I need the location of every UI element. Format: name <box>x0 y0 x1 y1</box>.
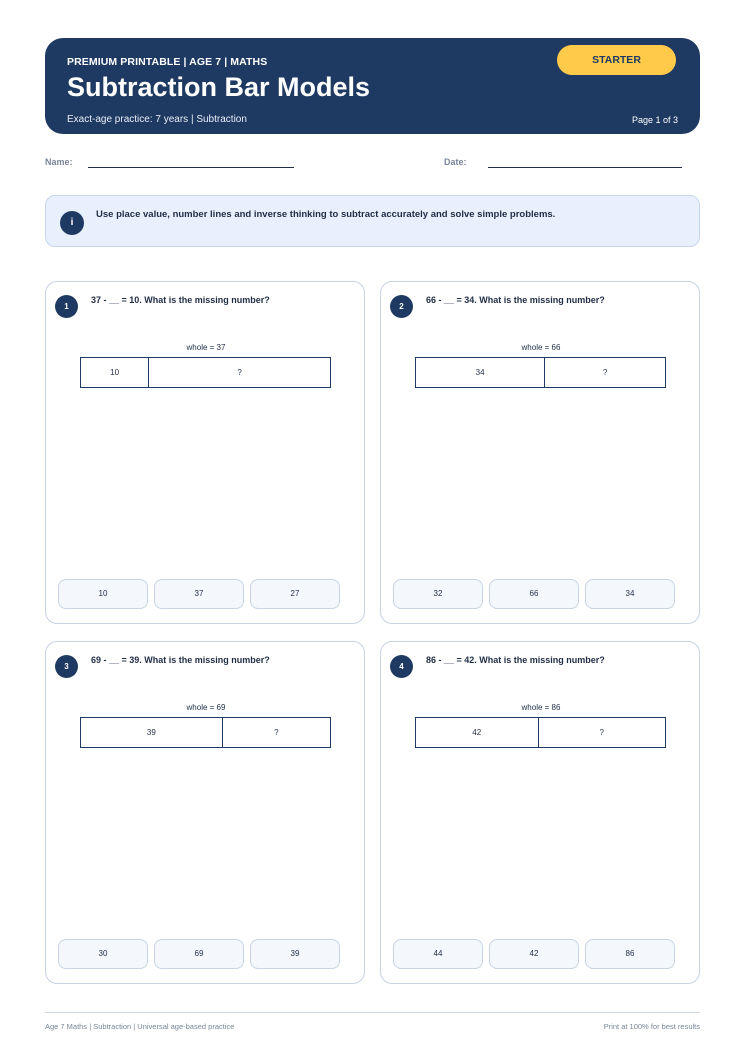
bar-model <box>415 357 666 388</box>
bar-part-missing: ? <box>222 718 330 747</box>
answer-option[interactable]: 39 <box>250 939 340 969</box>
worksheet-header <box>45 38 700 134</box>
question-text: 69 - __ = 39. What is the missing number? <box>91 655 270 665</box>
bar-whole-label: whole = 86 <box>521 703 561 712</box>
bar-part-missing: ? <box>544 358 665 387</box>
answer-option[interactable]: 66 <box>489 579 579 609</box>
info-icon: i <box>60 211 84 235</box>
question-number: 2 <box>390 295 413 318</box>
answer-option[interactable]: 34 <box>585 579 675 609</box>
question-card <box>380 641 700 984</box>
answer-option[interactable]: 44 <box>393 939 483 969</box>
level-badge: STARTER <box>557 45 676 75</box>
bar-whole-label: whole = 69 <box>186 703 226 712</box>
answer-option[interactable]: 27 <box>250 579 340 609</box>
answer-option[interactable]: 10 <box>58 579 148 609</box>
bar-model <box>80 717 331 748</box>
bar-model <box>415 717 666 748</box>
bar-whole-label: whole = 37 <box>186 343 226 352</box>
bar-part-known: 39 <box>146 728 156 737</box>
bar-part-known: 34 <box>475 368 485 377</box>
question-text: 37 - __ = 10. What is the missing number? <box>91 295 270 305</box>
name-field[interactable] <box>88 167 294 168</box>
bar-part-known: 42 <box>472 728 482 737</box>
answer-option[interactable]: 30 <box>58 939 148 969</box>
bar-part-missing: ? <box>538 718 665 747</box>
instructions-box <box>45 195 700 247</box>
question-card <box>380 281 700 624</box>
bar-part-missing: ? <box>148 358 330 387</box>
answer-option[interactable]: 69 <box>154 939 244 969</box>
header-subtitle: Exact-age practice: 7 years | Subtraction <box>67 114 247 125</box>
page-indicator: Page 1 of 3 <box>631 115 678 125</box>
footer-right-text: Print at 100% for best results <box>603 1022 700 1031</box>
answer-option[interactable]: 42 <box>489 939 579 969</box>
footer-left-text: Age 7 Maths | Subtraction | Universal age-based practice <box>45 1022 235 1031</box>
instructions-text: Use place value, number lines and inverse thinking to subtract accurately and solve simple problems. <box>96 209 556 220</box>
name-label: Name: <box>45 157 73 167</box>
date-field[interactable] <box>488 167 682 168</box>
footer-divider <box>45 1012 700 1013</box>
question-card <box>45 281 365 624</box>
date-label: Date: <box>444 157 467 167</box>
question-number: 4 <box>390 655 413 678</box>
question-text: 66 - __ = 34. What is the missing number? <box>426 295 605 305</box>
bar-whole-label: whole = 66 <box>521 343 561 352</box>
answer-option[interactable]: 32 <box>393 579 483 609</box>
question-number: 1 <box>55 295 78 318</box>
bar-model <box>80 357 331 388</box>
header-eyebrow: PREMIUM PRINTABLE | AGE 7 | MATHS <box>67 56 268 68</box>
page-title: Subtraction Bar Models <box>67 72 371 102</box>
answer-option[interactable]: 86 <box>585 939 675 969</box>
answer-option[interactable]: 37 <box>154 579 244 609</box>
bar-part-known: 10 <box>110 368 120 377</box>
question-number: 3 <box>55 655 78 678</box>
question-text: 86 - __ = 42. What is the missing number? <box>426 655 605 665</box>
question-card <box>45 641 365 984</box>
